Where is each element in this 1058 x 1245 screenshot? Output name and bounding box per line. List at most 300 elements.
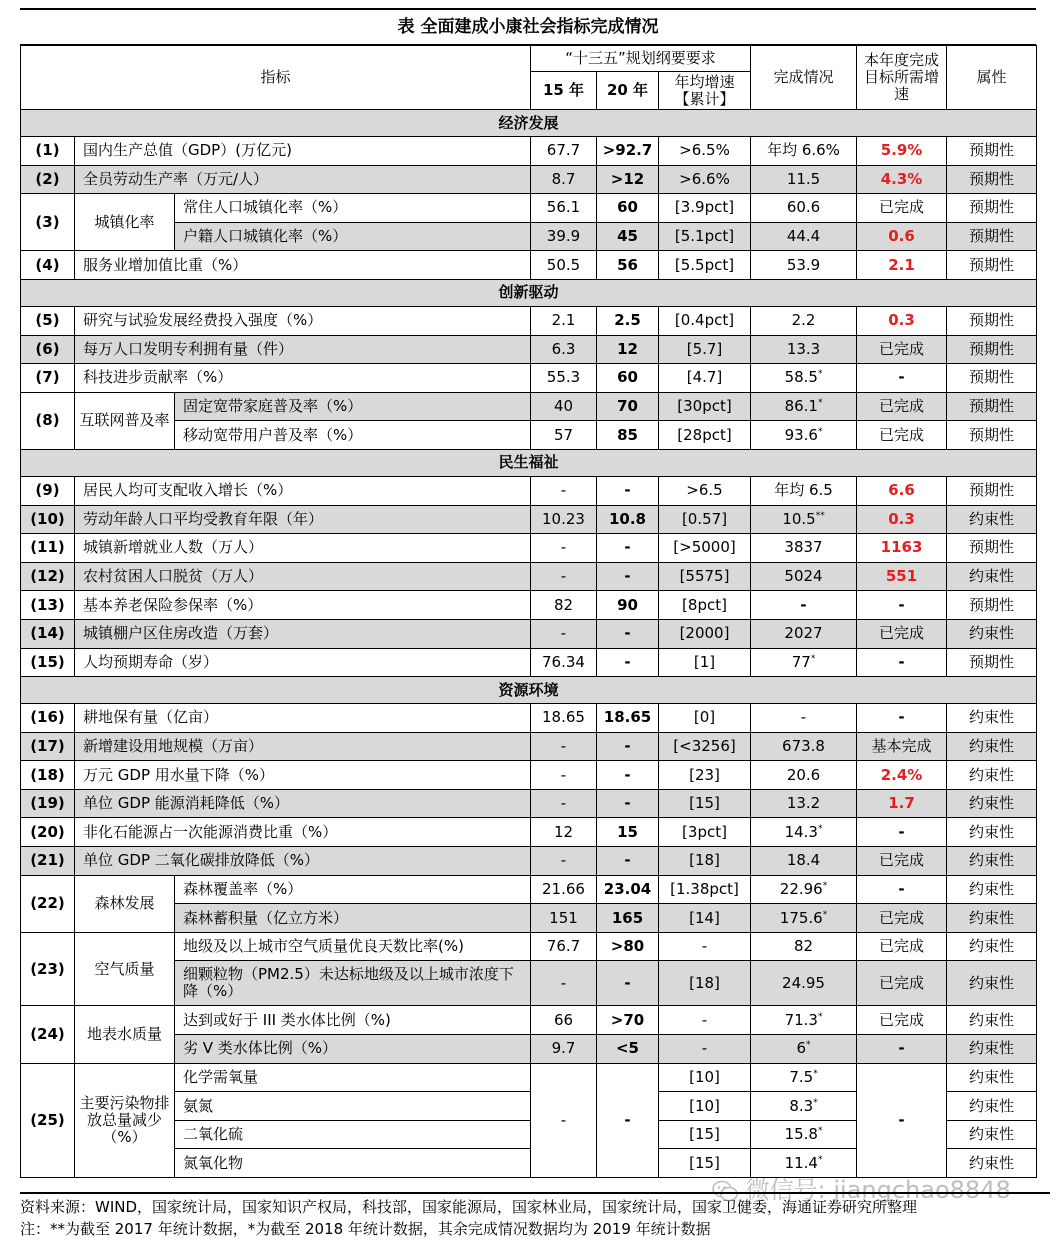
value-20: - <box>597 961 659 1006</box>
value-20: 90 <box>597 591 659 620</box>
data-year-mark: * <box>817 1154 823 1165</box>
value-15: - <box>531 961 597 1006</box>
value-20: - <box>597 1063 659 1177</box>
table-row <box>21 194 1037 223</box>
need: 已完成 <box>857 904 947 933</box>
done: 11.5 <box>751 165 857 194</box>
section-title: 民生福祉 <box>21 449 1037 476</box>
done-value: 71.3 <box>784 1010 818 1029</box>
header-done: 完成情况 <box>751 46 857 110</box>
attr: 预期性 <box>947 222 1037 251</box>
need: 4.3% <box>857 165 947 194</box>
header-indicator: 指标 <box>21 46 531 110</box>
row-number: (6) <box>21 335 75 364</box>
footnotes <box>20 1192 1050 1240</box>
row-number: (20) <box>21 818 75 847</box>
growth: - <box>659 932 751 961</box>
attr: 预期性 <box>947 392 1037 421</box>
row-number: (7) <box>21 364 75 393</box>
row-number: (17) <box>21 732 75 761</box>
need: - <box>857 704 947 733</box>
value-15: 40 <box>531 392 597 421</box>
value-15: - <box>531 476 597 505</box>
value-15: - <box>531 847 597 876</box>
growth: [5.5pct] <box>659 251 751 280</box>
indicator-group: 互联网普及率 <box>75 392 175 449</box>
header-need: 本年度完成目标所需增速 <box>857 46 947 110</box>
done: 13.2 <box>751 789 857 818</box>
value-20: - <box>597 562 659 591</box>
attr: 约束性 <box>947 732 1037 761</box>
need: - <box>857 591 947 620</box>
header-plan-group: “十三五”规划纲要要求 <box>531 46 751 72</box>
value-15: 6.3 <box>531 335 597 364</box>
growth: >6.6% <box>659 165 751 194</box>
need: - <box>857 364 947 393</box>
growth: - <box>659 1035 751 1064</box>
watermark-text: 微信号: jiangchao8848 <box>745 1176 1011 1204</box>
row-number: (23) <box>21 932 75 1006</box>
table-row <box>21 875 1037 904</box>
done: 673.8 <box>751 732 857 761</box>
attr: 约束性 <box>947 847 1037 876</box>
attr: 约束性 <box>947 1120 1037 1149</box>
attr: 预期性 <box>947 591 1037 620</box>
value-20: 15 <box>597 818 659 847</box>
indicator-group: 森林发展 <box>75 875 175 932</box>
row-number: (2) <box>21 165 75 194</box>
growth: [10] <box>659 1092 751 1121</box>
indicator-group: 空气质量 <box>75 932 175 1006</box>
attr: 预期性 <box>947 335 1037 364</box>
growth: [5.7] <box>659 335 751 364</box>
indicator-name: 化学需氧量 <box>175 1063 531 1092</box>
indicator-name: 户籍人口城镇化率（%） <box>175 222 531 251</box>
value-15: 67.7 <box>531 137 597 166</box>
done <box>751 1063 857 1092</box>
done-value: 14.3 <box>784 822 818 841</box>
table-row <box>21 335 1037 364</box>
need: 已完成 <box>857 847 947 876</box>
need: 1.7 <box>857 789 947 818</box>
attr: 预期性 <box>947 421 1037 450</box>
need: 1163 <box>857 534 947 563</box>
need: 已完成 <box>857 961 947 1006</box>
value-20: >92.7 <box>597 137 659 166</box>
indicator-name: 森林覆盖率（%） <box>175 875 531 904</box>
done: 年均 6.6% <box>751 137 857 166</box>
growth: [30pct] <box>659 392 751 421</box>
need: - <box>857 648 947 677</box>
value-15: 57 <box>531 421 597 450</box>
done-value: 93.6 <box>784 425 818 444</box>
value-20: 56 <box>597 251 659 280</box>
header-y20: 20 年 <box>597 72 659 110</box>
value-20: >80 <box>597 932 659 961</box>
attr: 约束性 <box>947 789 1037 818</box>
value-20: 60 <box>597 194 659 223</box>
indicator-name: 单位 GDP 二氧化碳排放降低（%） <box>75 847 531 876</box>
attr: 约束性 <box>947 904 1037 933</box>
row-number: (18) <box>21 761 75 790</box>
value-15: 21.66 <box>531 875 597 904</box>
table-row <box>21 505 1037 534</box>
value-20: 165 <box>597 904 659 933</box>
done <box>751 875 857 904</box>
attr: 预期性 <box>947 165 1037 194</box>
done-value: 15.8 <box>784 1125 818 1144</box>
growth: [>5000] <box>659 534 751 563</box>
attr: 约束性 <box>947 505 1037 534</box>
row-number: (9) <box>21 476 75 505</box>
table-row <box>21 1063 1037 1092</box>
need: 2.4% <box>857 761 947 790</box>
need: 5.9% <box>857 137 947 166</box>
source-note: 资料来源：WIND，国家统计局，国家知识产权局，科技部，国家能源局，国家林业局，国家统计局，国家卫健委，海通证券研究所整理 <box>20 1198 918 1216</box>
header-attr: 属性 <box>947 46 1037 110</box>
indicator-name: 人均预期寿命（岁） <box>75 648 531 677</box>
growth: [0.4pct] <box>659 306 751 335</box>
growth: [0] <box>659 704 751 733</box>
indicator-name: 劣 V 类水体比例（%） <box>175 1035 531 1064</box>
indicator-name: 非化石能源占一次能源消费比重（%） <box>75 818 531 847</box>
row-number: (5) <box>21 306 75 335</box>
row-number: (12) <box>21 562 75 591</box>
value-20: 2.5 <box>597 306 659 335</box>
value-20: - <box>597 789 659 818</box>
attr: 约束性 <box>947 961 1037 1006</box>
indicator-name: 二氧化硫 <box>175 1120 531 1149</box>
header-growth: 年均增速【累计】 <box>659 72 751 110</box>
section-title: 经济发展 <box>21 110 1037 137</box>
done <box>751 904 857 933</box>
indicator-name: 单位 GDP 能源消耗降低（%） <box>75 789 531 818</box>
growth: - <box>659 1006 751 1035</box>
done: 2027 <box>751 619 857 648</box>
indicator-name: 居民人均可支配收入增长（%） <box>75 476 531 505</box>
indicator-name: 细颗粒物（PM2.5）未达标地级及以上城市浓度下降（%） <box>175 961 531 1006</box>
indicator-name: 研究与试验发展经费投入强度（%） <box>75 306 531 335</box>
section-title: 创新驱动 <box>21 279 1037 306</box>
table-row <box>21 251 1037 280</box>
indicator-name: 农村贫困人口脱贫（万人） <box>75 562 531 591</box>
growth: [28pct] <box>659 421 751 450</box>
attr: 约束性 <box>947 1035 1037 1064</box>
row-number: (21) <box>21 847 75 876</box>
done: 20.6 <box>751 761 857 790</box>
growth: [5.1pct] <box>659 222 751 251</box>
indicator-name: 每万人口发明专利拥有量（件） <box>75 335 531 364</box>
data-year-mark: * <box>817 823 823 834</box>
table-row <box>21 591 1037 620</box>
done-value: 8.3 <box>789 1096 814 1115</box>
done: 53.9 <box>751 251 857 280</box>
growth: [2000] <box>659 619 751 648</box>
done-value: 58.5 <box>784 368 818 387</box>
indicator-name: 固定宽带家庭普及率（%） <box>175 392 531 421</box>
indicator-name: 氨氮 <box>175 1092 531 1121</box>
attr: 约束性 <box>947 1149 1037 1178</box>
table-row <box>21 165 1037 194</box>
need: - <box>857 818 947 847</box>
indicator-table-sheet <box>20 8 1036 1178</box>
row-number: (1) <box>21 137 75 166</box>
growth: [0.57] <box>659 505 751 534</box>
done <box>751 1035 857 1064</box>
need: 2.1 <box>857 251 947 280</box>
done-value: 22.96 <box>779 879 823 898</box>
growth: [3pct] <box>659 818 751 847</box>
growth: [18] <box>659 847 751 876</box>
value-15: 55.3 <box>531 364 597 393</box>
value-20: 85 <box>597 421 659 450</box>
indicator-name: 新增建设用地规模（万亩） <box>75 732 531 761</box>
row-number: (3) <box>21 194 75 251</box>
indicator-name: 耕地保有量（亿亩） <box>75 704 531 733</box>
done-value: 175.6 <box>779 908 823 927</box>
value-20: 10.8 <box>597 505 659 534</box>
value-15: 18.65 <box>531 704 597 733</box>
data-year-mark: * <box>817 1126 823 1137</box>
value-15: 151 <box>531 904 597 933</box>
data-year-mark: * <box>806 1040 811 1051</box>
indicator-name: 氮氧化物 <box>175 1149 531 1178</box>
data-year-mark: * <box>813 1068 818 1079</box>
indicator-name: 服务业增加值比重（%） <box>75 251 531 280</box>
data-year-mark: * <box>813 1097 818 1108</box>
need: 基本完成 <box>857 732 947 761</box>
value-15: 56.1 <box>531 194 597 223</box>
done <box>751 1120 857 1149</box>
done: 5024 <box>751 562 857 591</box>
table-row <box>21 789 1037 818</box>
done <box>751 648 857 677</box>
data-year-mark: * <box>822 909 828 920</box>
attr: 约束性 <box>947 818 1037 847</box>
done <box>751 505 857 534</box>
value-20: - <box>597 732 659 761</box>
table-row <box>21 648 1037 677</box>
table-row <box>21 306 1037 335</box>
growth: [5575] <box>659 562 751 591</box>
value-20: 60 <box>597 364 659 393</box>
growth: [8pct] <box>659 591 751 620</box>
need: 已完成 <box>857 1006 947 1035</box>
growth: >6.5% <box>659 137 751 166</box>
attr: 约束性 <box>947 1092 1037 1121</box>
value-15: 76.34 <box>531 648 597 677</box>
data-note: 注：**为截至 2017 年统计数据，*为截至 2018 年统计数据，其余完成情况数据均为 2019 年统计数据 <box>20 1220 711 1238</box>
indicator-group: 地表水质量 <box>75 1006 175 1063</box>
table-row <box>21 476 1037 505</box>
need: 已完成 <box>857 421 947 450</box>
done-value: 7.5 <box>789 1067 814 1086</box>
value-15: - <box>531 619 597 648</box>
done-value: 11.4 <box>784 1153 818 1172</box>
table-row <box>21 932 1037 961</box>
attr: 约束性 <box>947 761 1037 790</box>
attr: 预期性 <box>947 306 1037 335</box>
data-year-mark: * <box>817 1011 823 1022</box>
value-20: 23.04 <box>597 875 659 904</box>
row-number: (11) <box>21 534 75 563</box>
done: 13.3 <box>751 335 857 364</box>
need: 0.3 <box>857 505 947 534</box>
need: 551 <box>857 562 947 591</box>
value-20: 12 <box>597 335 659 364</box>
indicator-name: 城镇棚户区住房改造（万套） <box>75 619 531 648</box>
indicator-name: 达到或好于 III 类水体比例（%) <box>175 1006 531 1035</box>
header-y15: 15 年 <box>531 72 597 110</box>
done-value: 6 <box>796 1039 807 1058</box>
done <box>751 818 857 847</box>
need: 6.6 <box>857 476 947 505</box>
value-15: 2.1 <box>531 306 597 335</box>
table-row <box>21 732 1037 761</box>
growth: [23] <box>659 761 751 790</box>
attr: 约束性 <box>947 932 1037 961</box>
row-number: (4) <box>21 251 75 280</box>
done: 18.4 <box>751 847 857 876</box>
value-15: - <box>531 732 597 761</box>
attr: 预期性 <box>947 364 1037 393</box>
indicator-name: 科技进步贡献率（%） <box>75 364 531 393</box>
indicator-name: 常住人口城镇化率（%） <box>175 194 531 223</box>
done: 2.2 <box>751 306 857 335</box>
done: 24.95 <box>751 961 857 1006</box>
indicator-name: 国内生产总值（GDP）(万亿元) <box>75 137 531 166</box>
growth: [15] <box>659 1149 751 1178</box>
value-15: - <box>531 534 597 563</box>
table-row <box>21 818 1037 847</box>
table-title: 表 全面建成小康社会指标完成情况 <box>20 8 1036 45</box>
data-year-mark: * <box>817 426 823 437</box>
need: 已完成 <box>857 335 947 364</box>
table-row <box>21 761 1037 790</box>
attr: 约束性 <box>947 619 1037 648</box>
value-20: 18.65 <box>597 704 659 733</box>
attr: 预期性 <box>947 137 1037 166</box>
need: 已完成 <box>857 392 947 421</box>
indicator-name: 劳动年龄人口平均受教育年限（年） <box>75 505 531 534</box>
value-15: - <box>531 562 597 591</box>
value-20: <5 <box>597 1035 659 1064</box>
done: - <box>751 704 857 733</box>
need: 0.3 <box>857 306 947 335</box>
need: - <box>857 875 947 904</box>
data-year-mark: * <box>810 653 816 664</box>
value-20: 70 <box>597 392 659 421</box>
data-year-mark: * <box>822 880 828 891</box>
value-15: - <box>531 1063 597 1177</box>
need: 0.6 <box>857 222 947 251</box>
value-20: - <box>597 534 659 563</box>
attr: 约束性 <box>947 1063 1037 1092</box>
value-15: 50.5 <box>531 251 597 280</box>
data-year-mark: ** <box>815 510 825 521</box>
growth: [15] <box>659 1120 751 1149</box>
row-number: (10) <box>21 505 75 534</box>
value-15: 12 <box>531 818 597 847</box>
row-number: (8) <box>21 392 75 449</box>
value-20: - <box>597 847 659 876</box>
row-number: (13) <box>21 591 75 620</box>
value-20: - <box>597 476 659 505</box>
need: 已完成 <box>857 932 947 961</box>
value-15: - <box>531 761 597 790</box>
table-row <box>21 137 1037 166</box>
row-number: (22) <box>21 875 75 932</box>
value-20: - <box>597 648 659 677</box>
value-15: 8.7 <box>531 165 597 194</box>
indicator-name: 移动宽带用户普及率（%） <box>175 421 531 450</box>
need: - <box>857 1063 947 1177</box>
done-value: 77 <box>791 652 811 671</box>
indicator-name: 地级及以上城市空气质量优良天数比率(%) <box>175 932 531 961</box>
attr: 预期性 <box>947 194 1037 223</box>
value-15: 10.23 <box>531 505 597 534</box>
row-number: (16) <box>21 704 75 733</box>
attr: 预期性 <box>947 534 1037 563</box>
value-15: - <box>531 789 597 818</box>
indicator-name: 基本养老保险参保率（%） <box>75 591 531 620</box>
indicator-name: 森林蓄积量（亿立方米） <box>175 904 531 933</box>
indicator-name: 城镇新增就业人数（万人） <box>75 534 531 563</box>
value-20: >70 <box>597 1006 659 1035</box>
row-number: (24) <box>21 1006 75 1063</box>
table-row <box>21 392 1037 421</box>
growth: [18] <box>659 961 751 1006</box>
growth: [10] <box>659 1063 751 1092</box>
indicator-table <box>20 45 1037 1178</box>
indicator-group: 城镇化率 <box>75 194 175 251</box>
done: 82 <box>751 932 857 961</box>
growth: [15] <box>659 789 751 818</box>
attr: 约束性 <box>947 562 1037 591</box>
done-value: 86.1 <box>784 397 818 416</box>
attr: 约束性 <box>947 875 1037 904</box>
value-20: 45 <box>597 222 659 251</box>
value-15: 39.9 <box>531 222 597 251</box>
done <box>751 421 857 450</box>
attr: 预期性 <box>947 648 1037 677</box>
attr: 约束性 <box>947 704 1037 733</box>
need: 已完成 <box>857 194 947 223</box>
attr: 约束性 <box>947 1006 1037 1035</box>
value-15: 66 <box>531 1006 597 1035</box>
value-15: 82 <box>531 591 597 620</box>
done <box>751 1092 857 1121</box>
growth: [3.9pct] <box>659 194 751 223</box>
done: 60.6 <box>751 194 857 223</box>
indicator-name: 全员劳动生产率（万元/人） <box>75 165 531 194</box>
done: - <box>751 591 857 620</box>
indicator-name: 万元 GDP 用水量下降（%） <box>75 761 531 790</box>
table-row <box>21 704 1037 733</box>
done <box>751 364 857 393</box>
growth: [1] <box>659 648 751 677</box>
growth: [4.7] <box>659 364 751 393</box>
row-number: (15) <box>21 648 75 677</box>
done: 3837 <box>751 534 857 563</box>
table-row <box>21 364 1037 393</box>
done <box>751 392 857 421</box>
row-number: (14) <box>21 619 75 648</box>
row-number: (19) <box>21 789 75 818</box>
growth: [1.38pct] <box>659 875 751 904</box>
done: 年均 6.5 <box>751 476 857 505</box>
attr: 预期性 <box>947 476 1037 505</box>
